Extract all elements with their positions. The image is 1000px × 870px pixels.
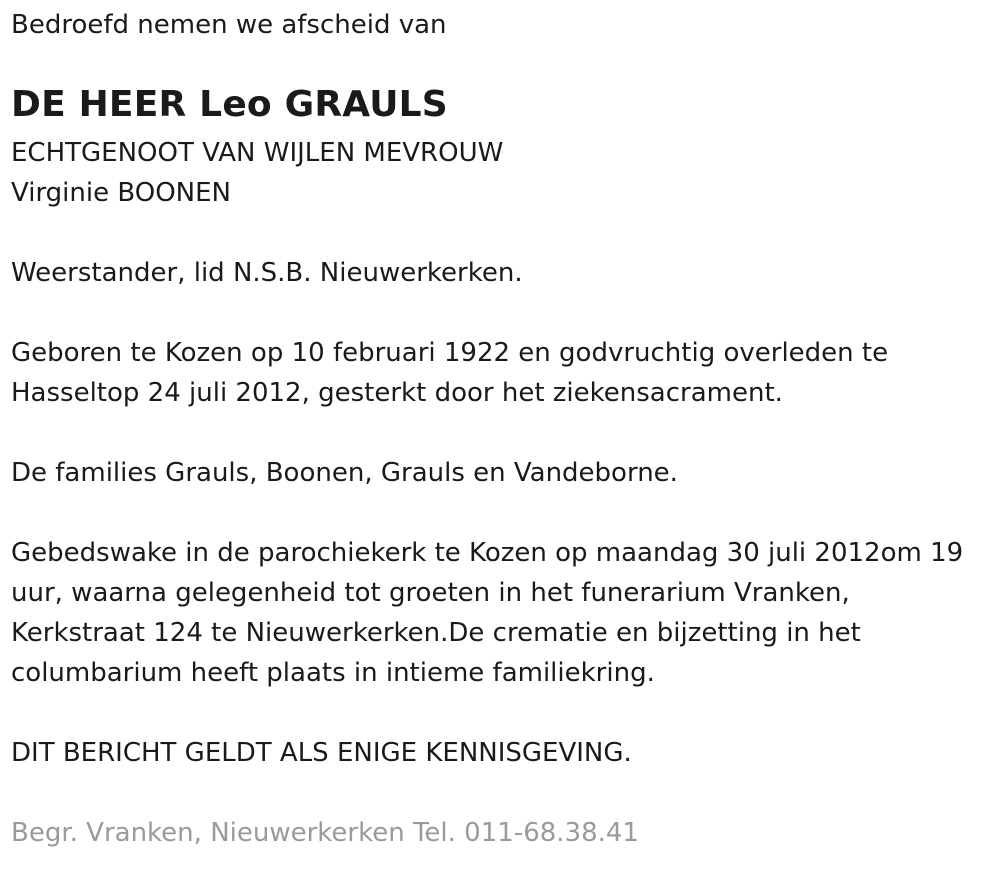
birth-death-line: Hasseltop 24 juli 2012, gesterkt door het ziekensacrament. [11, 378, 783, 408]
spouse-name: Virginie BOONEN [11, 178, 231, 208]
ceremony-line: columbarium heeft plaats in intieme familiekring. [11, 658, 655, 688]
families-text: De families Grauls, Boonen, Grauls en Vandeborne. [11, 458, 678, 488]
ceremony-line: uur, waarna gelegenheid tot groeten in het funerarium Vranken, [11, 578, 850, 608]
birth-death-line: Geboren te Kozen op 10 februari 1922 en godvruchtig overleden te [11, 338, 889, 368]
ceremony-line: Kerkstraat 124 te Nieuwerkerken.De crematie en bijzetting in het [11, 618, 861, 648]
deceased-name: DE HEER Leo GRAULS [11, 84, 448, 125]
notice-text: DIT BERICHT GELDT ALS ENIGE KENNISGEVING. [11, 738, 632, 768]
ceremony-line: Gebedswake in de parochiekerk te Kozen op maandag 30 juli 2012om 19 [11, 538, 964, 568]
funeral-home-text: Begr. Vranken, Nieuwerkerken Tel. 011-68.38.41 [11, 818, 639, 848]
intro-text: Bedroefd nemen we afscheid van [11, 10, 447, 40]
spouse-line: ECHTGENOOT VAN WIJLEN MEVROUW [11, 138, 504, 168]
affiliation-text: Weerstander, lid N.S.B. Nieuwerkerken. [11, 258, 523, 288]
